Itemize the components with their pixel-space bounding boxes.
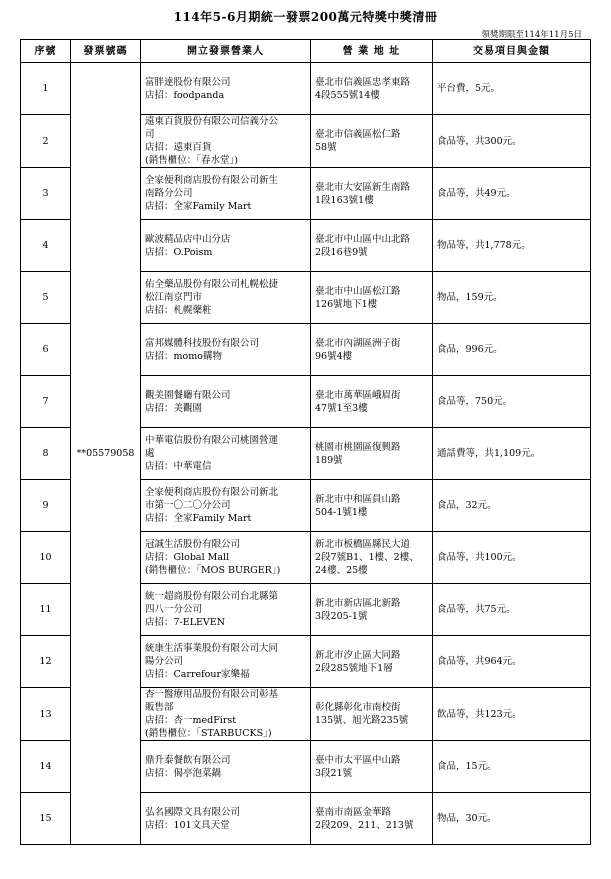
address-cell: [311, 168, 433, 220]
vendor-line: 杏一醫療用品股份有限公司彰基: [145, 689, 279, 700]
vendor-line: 店招：偈亭泡菜鍋: [145, 767, 222, 779]
address-line: 桃園市桃園區復興路: [315, 441, 401, 453]
vendor-line: 店招：遠東百貨: [145, 142, 212, 153]
address-line: 3段21號: [315, 767, 353, 779]
address-line: 臺北市中山區中山北路: [315, 233, 411, 245]
table-row: [21, 63, 591, 115]
document-title: 114年5-6月期統一發票200萬元特獎中獎清冊: [173, 10, 438, 24]
address-line: 2段16巷9號: [315, 246, 368, 258]
vendor-line: 佑全藥品股份有限公司札幌松捷: [145, 279, 279, 290]
address-line: 臺中市太平區中山路: [315, 754, 401, 766]
header-vendor: 開立發票營業人: [141, 40, 311, 63]
address-cell: [311, 741, 433, 793]
vendor-line: 全家便利商店股份有限公司新生: [145, 175, 279, 186]
item-amount: 食品等，750元。: [433, 376, 591, 428]
vendor-line: 南路分公司: [145, 188, 193, 199]
address-line: 臺北市信義區忠孝東路: [315, 76, 411, 88]
address-line: 135號、旭光路235號: [315, 715, 409, 726]
address-line: 2段7號B1、1樓、2樓、: [315, 552, 419, 563]
row-number: 15: [21, 793, 71, 845]
address-cell: [311, 636, 433, 688]
address-line: 2段285號地下1層: [315, 662, 393, 674]
item-amount: 物品，159元。: [433, 272, 591, 324]
address-line: 47號1至3樓: [315, 402, 368, 414]
address-cell: [311, 584, 433, 636]
vendor-line: 販售部: [145, 702, 174, 713]
address-line: 新北市汐止區大同路: [315, 649, 401, 661]
address-line: 彰化縣彰化市南校街: [315, 702, 401, 713]
item-amount: 平台費，5元。: [433, 63, 591, 115]
vendor-line: 店招：momo購物: [145, 350, 222, 362]
address-line: 新北市板橋區縣民大道: [315, 539, 411, 550]
address-line: 臺北市萬華區峨眉街: [315, 389, 401, 401]
vendor-line: 店招：7-ELEVEN: [145, 617, 226, 628]
item-amount: 食品等，共49元。: [433, 168, 591, 220]
vendor-cell: [141, 376, 311, 428]
row-number: 11: [21, 584, 71, 636]
vendor-cell: [141, 532, 311, 584]
vendor-cell: [141, 480, 311, 532]
item-amount: 食品，15元。: [433, 741, 591, 793]
vendor-line: 統一超商股份有限公司台北縣第: [145, 591, 279, 602]
vendor-line: 冠誠生活股份有限公司: [145, 539, 241, 550]
address-line: 1段163號1樓: [315, 194, 374, 206]
row-number: 14: [21, 741, 71, 793]
vendor-cell: [141, 741, 311, 793]
vendor-line: 歐波精品店中山分店: [145, 233, 231, 245]
address-cell: [311, 220, 433, 272]
vendor-line: 店招：杏一medFirst: [145, 715, 237, 726]
vendor-line: 陽分公司: [145, 656, 184, 667]
vendor-cell: [141, 584, 311, 636]
vendor-line: 富胖達股份有限公司: [145, 76, 231, 88]
address-cell: [311, 428, 433, 480]
vendor-cell: [141, 636, 311, 688]
vendor-line: 觀美園餐廳有限公司: [145, 389, 231, 401]
row-number: 10: [21, 532, 71, 584]
row-number: 5: [21, 272, 71, 324]
header-invoice-code: 發票號碼: [71, 40, 141, 63]
row-number: 13: [21, 688, 71, 741]
vendor-cell: [141, 428, 311, 480]
vendor-line: 店招：中華電信: [145, 461, 212, 472]
row-number: 3: [21, 168, 71, 220]
item-amount: 飲品等，共123元。: [433, 688, 591, 741]
item-amount: 食品等，共75元。: [433, 584, 591, 636]
item-amount: 物品，30元。: [433, 793, 591, 845]
row-number: 7: [21, 376, 71, 428]
vendor-line: 店招：美觀園: [145, 402, 203, 414]
vendor-line: 四八一分公司: [145, 604, 203, 615]
claim-deadline-note: 領獎期限至114年11月5日: [481, 30, 582, 40]
address-cell: [311, 115, 433, 168]
vendor-line: 統康生活事業股份有限公司大同: [145, 643, 279, 654]
vendor-line: 店招：札幌藥粧: [145, 305, 212, 316]
vendor-cell: [141, 272, 311, 324]
vendor-line: 店招：101文具天堂: [145, 819, 230, 831]
vendor-line: 松江南京門市: [145, 292, 203, 303]
address-line: 臺南市南區金華路: [315, 806, 392, 818]
vendor-line: 全家便利商店股份有限公司新北: [145, 487, 279, 498]
vendor-cell: [141, 324, 311, 376]
header-item: 交易項目與金額: [433, 40, 591, 63]
vendor-line: 店招：foodpanda: [145, 89, 225, 101]
row-number: 9: [21, 480, 71, 532]
vendor-line: 店招：Carrefour家樂福: [145, 669, 250, 680]
header-address: 營 業 地 址: [311, 40, 433, 63]
item-amount: 通話費等，共1,109元。: [433, 428, 591, 480]
item-amount: 食品，996元。: [433, 324, 591, 376]
vendor-line: 店招：Global Mall: [145, 552, 230, 563]
address-line: 58號: [315, 142, 337, 153]
item-amount: 物品等，共1,778元。: [433, 220, 591, 272]
address-line: 新北市新店區北新路: [315, 597, 401, 609]
item-amount: 食品等，共300元。: [433, 115, 591, 168]
invoice-code: **05579058: [71, 63, 141, 845]
row-number: 8: [21, 428, 71, 480]
row-number: 1: [21, 63, 71, 115]
vendor-cell: [141, 168, 311, 220]
table-header-row: [21, 40, 591, 63]
address-line: 126號地下1樓: [315, 298, 378, 310]
address-cell: [311, 376, 433, 428]
address-cell: [311, 480, 433, 532]
address-cell: [311, 532, 433, 584]
vendor-line: 中華電信股份有限公司桃園營運: [145, 435, 279, 446]
row-number: 12: [21, 636, 71, 688]
vendor-line: 鼎升泰餐飲有限公司: [145, 754, 231, 766]
table-body: [21, 63, 591, 845]
address-line: 3段205-1號: [315, 610, 368, 622]
address-cell: [311, 793, 433, 845]
row-number: 6: [21, 324, 71, 376]
address-line: 504-1號1樓: [315, 506, 368, 518]
address-line: 2段209、211、213號: [315, 819, 414, 831]
header-no: 序號: [21, 40, 71, 63]
address-cell: [311, 272, 433, 324]
vendor-line: 富邦媒體科技股份有限公司: [145, 337, 260, 349]
vendor-line: 店招：O.Poism: [145, 246, 213, 258]
vendor-line: (銷售櫃位：「MOS BURGER」): [145, 565, 281, 576]
vendor-cell: [141, 115, 311, 168]
address-cell: [311, 688, 433, 741]
address-line: 24樓、25樓: [315, 565, 368, 576]
address-line: 臺北市中山區松江路: [315, 285, 401, 297]
address-line: 新北市中和區員山路: [315, 493, 401, 505]
vendor-line: (銷售櫃位：「STARBUCKS」): [145, 728, 272, 739]
vendor-line: 弘名國際文具有限公司: [145, 806, 241, 818]
address-line: 96號4樓: [315, 350, 353, 362]
vendor-cell: [141, 793, 311, 845]
vendor-cell: [141, 220, 311, 272]
address-line: 4段555號14樓: [315, 89, 380, 101]
item-amount: 食品等，共100元。: [433, 532, 591, 584]
address-cell: [311, 324, 433, 376]
row-number: 4: [21, 220, 71, 272]
vendor-line: 市第一〇二〇分公司: [145, 500, 231, 511]
winners-table: [20, 39, 591, 845]
vendor-line: 店招：全家Family Mart: [145, 201, 252, 212]
item-amount: 食品等，共964元。: [433, 636, 591, 688]
vendor-line: 店招：全家Family Mart: [145, 513, 252, 524]
vendor-line: (銷售櫃位：「春水堂」): [145, 155, 238, 166]
address-cell: [311, 63, 433, 115]
vendor-line: 司: [145, 129, 155, 140]
vendor-cell: [141, 63, 311, 115]
item-amount: 食品，32元。: [433, 480, 591, 532]
row-number: 2: [21, 115, 71, 168]
address-line: 臺北市內湖區洲子街: [315, 337, 401, 349]
address-line: 臺北市大安區新生南路: [315, 181, 411, 193]
vendor-line: 處: [145, 448, 155, 459]
address-line: 189號: [315, 454, 343, 466]
vendor-cell: [141, 688, 311, 741]
vendor-line: 遠東百貨股份有限公司信義分公: [145, 116, 279, 127]
address-line: 臺北市信義區松仁路: [315, 129, 401, 140]
